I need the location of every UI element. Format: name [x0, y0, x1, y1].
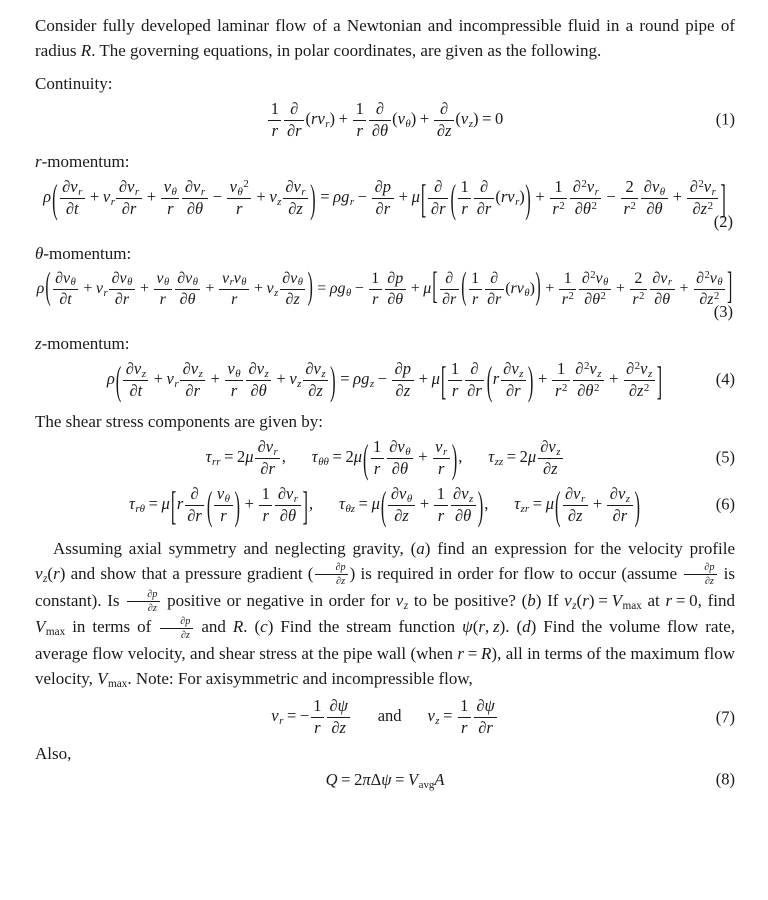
- equation-7-number: (7): [715, 707, 735, 727]
- equation-8: [35, 770, 735, 791]
- continuity-label: Continuity:: [35, 74, 113, 93]
- z-momentum-label: z-momentum:: [35, 333, 130, 353]
- equation-3-math: ρ( $\frac{\partial v_\theta}{\partial t}$ + $v_r$ $\frac{\partial v_\theta}{\partial r}$ + $\frac{v_\theta}{r}$ $\frac{\partial v_\theta}{\partial\theta}$ + $\frac{v_rv_\theta}{r}$ + $v_z$ $\frac{\partial v_\theta}{\partial z}$ ) = $\rho g_\theta$ − $\frac{1}{r}$ $\frac{\partial p}{\partial\theta}$ + μ[ $\frac{\partial}{\partial r}$ ( $\frac{1}{r}$ $\frac{\partial}{\partial r}$ $(rv_\theta)$) + $\frac{1}{r^2}$ $\frac{\partial^2v_\theta}{\partial\theta^2}$ + $\frac{2}{r^2}$ $\frac{\partial v_r}{\partial\theta}$ + $\frac{\partial^2v_\theta}{\partial z^2}$ ]: [36, 266, 733, 308]
- intro-paragraph: Consider fully developed laminar flow of a Newtonian and incompressible fluid in a round pipe of radius R. The governing equations, in polar coordinates, are given as the following.: [35, 16, 735, 60]
- equation-4-number: (4): [715, 370, 735, 390]
- equation-3-number: (3): [713, 302, 733, 322]
- equation-1-number: (1): [715, 110, 735, 130]
- equation-8-number: (8): [715, 770, 735, 790]
- equation-1-math: $\frac{1}{r}$ $\frac{\partial}{\partial r}$ $(rv_r)$ + $\frac{1}{r}$ $\frac{\partial}{\partial\theta}$ $(v_\theta)$ + $\frac{\partial}{\partial z}$ $(v_z) = 0$: [267, 100, 504, 141]
- equation-2-math: ρ( $\frac{\partial v_r}{\partial t}$ + $v_r$ $\frac{\partial v_r}{\partial r}$ + $\frac{v_\theta}{r}$ $\frac{\partial v_r}{\partial\theta}$ − $\frac{v_\theta^2}{r}$ + $v_z$ $\frac{\partial v_r}{\partial z}$ ) = $\rho g_r$ − $\frac{\partial p}{\partial r}$ + μ[ $\frac{\partial}{\partial r}$ ( $\frac{1}{r}$ $\frac{\partial}{\partial r}$ $(rv_r)$) + $\frac{1}{r^2}$ $\frac{\partial^2v_r}{\partial\theta^2}$ − $\frac{2}{r^2}$ $\frac{\partial v_\theta}{\partial\theta}$ + $\frac{\partial^2v_r}{\partial z^2}$ ]: [43, 174, 726, 222]
- equation-1: [35, 100, 735, 141]
- equation-6: [35, 481, 735, 529]
- also-label: Also,: [35, 744, 72, 764]
- equation-5-math: $\tau_{rr} = 2\mu$ $\frac{\partial v_r}{\partial r}$ , $\tau_{\theta\theta} = 2\mu$( $\frac{1}{r}$ $\frac{\partial v_\theta}{\partial\theta}$ + $\frac{v_r}{r}$ ), $\tau_{zz} = 2\mu$ $\frac{\partial v_z}{\partial z}$: [206, 438, 565, 479]
- equation-8-math: $Q = 2\pi\Delta\psi = V_{avg}A$: [325, 770, 445, 792]
- equation-4-math: ρ( $\frac{\partial v_z}{\partial t}$ + $v_r$ $\frac{\partial v_z}{\partial r}$ + $\frac{v_\theta}{r}$ $\frac{\partial v_z}{\partial\theta}$ + $v_z$ $\frac{\partial v_z}{\partial z}$ ) = $\rho g_z$ − $\frac{\partial p}{\partial z}$ + μ[ $\frac{1}{r}$ $\frac{\partial}{\partial r}$ (r $\frac{\partial v_z}{\partial r}$ ) + $\frac{1}{r^2}$ $\frac{\partial^2v_z}{\partial\theta^2}$ + $\frac{\partial^2v_z}{\partial z^2}$ ]: [106, 356, 663, 404]
- equation-6-number: (6): [715, 494, 735, 514]
- equation-2: [35, 174, 735, 233]
- theta-momentum-label: θ-momentum:: [35, 243, 132, 263]
- equation-5: [35, 434, 735, 482]
- equation-5-number: (5): [715, 448, 735, 467]
- equation-3: [35, 266, 735, 323]
- r-momentum-label: r-momentum:: [35, 151, 130, 171]
- problem-statement-paragraph: Assuming axial symmetry and neglecting gravity, (a) find an expression for the velocity profile $v_z(r)$ and show that a pressure gradient ( $\frac{\partial p}{\partial z}$ ) is required in order for flow to occur (assume $\frac{\partial p}{\partial z}$ is constant). Is $\frac{\partial p}{\partial z}$ positive or negative in order for $v_z$ to be positive? (b) If $v_z(r) = V_{max}$ at r = 0, find $V_{max}$ in terms of $\frac{\partial p}{\partial z}$ and R. (c) Find the stream function ψ(r, z). (d) Find the volume flow rate, average flow velocity, and shear stress at the pipe wall (when r = R), all in terms of the maximum flow velocity, $V_{max}$. Note: For axisymmetric and incompressible flow,: [35, 538, 735, 691]
- shear-stress-intro: The shear stress components are given by:: [35, 411, 323, 431]
- equation-6-math: $\tau_{r\theta} = \mu[r$ $\frac{\partial}{\partial r}$ ( $\frac{v_\theta}{r}$ ) + $\frac{1}{r}$ $\frac{\partial v_r}{\partial\theta}$ ], $\tau_{\theta z} = \mu$( $\frac{\partial v_\theta}{\partial z}$ + $\frac{1}{r}$ $\frac{\partial v_z}{\partial\theta}$ ), $\tau_{zr} = \mu$( $\frac{\partial v_r}{\partial z}$ + $\frac{\partial v_z}{\partial r}$ ): [128, 481, 640, 529]
- equation-7-math: $v_r$ = − $\frac{1}{r}$ $\frac{\partial\psi}{\partial z}$ and $v_z$ = $\frac{1}{r}$ $\frac{\partial\psi}{\partial r}$: [271, 697, 498, 738]
- equation-2-number: (2): [713, 211, 733, 231]
- equation-4: [35, 356, 735, 404]
- equation-7: [35, 697, 735, 738]
